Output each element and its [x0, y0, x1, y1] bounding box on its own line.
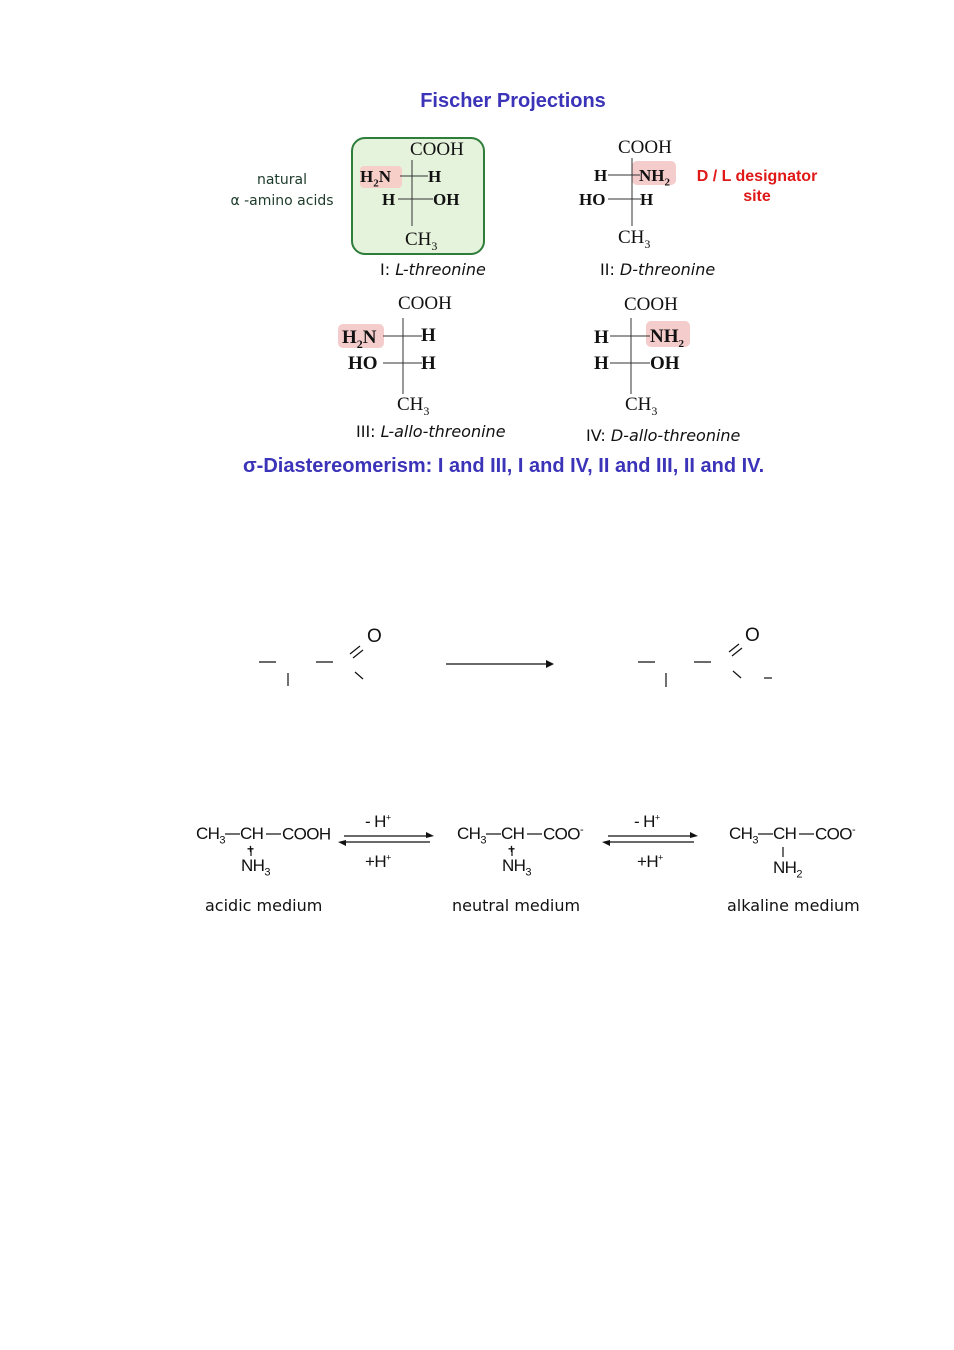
- proj3-row1-right: H: [421, 325, 436, 346]
- proj1-caption: I: L-threonine: [380, 260, 486, 279]
- proj4-top: COOH: [624, 294, 678, 315]
- proj1-row2-left: H: [382, 190, 396, 209]
- proj4-row1-right: $NH_2$: [650, 326, 684, 350]
- proj3-row2-left: HO: [348, 353, 378, 374]
- proj2-top: COOH: [618, 137, 672, 158]
- proj4-row1-left: H: [594, 327, 609, 348]
- species1-amine: $NH_3$: [241, 856, 270, 879]
- product-carbonyl-oxygen: O: [745, 625, 760, 646]
- species2-medium: neutral medium: [452, 896, 581, 915]
- reaction-fragment: [259, 644, 772, 687]
- species3-ch: CH: [773, 824, 797, 843]
- proj4-bottom: $CH_3$: [625, 394, 658, 418]
- species3-medium: alkaline medium: [727, 896, 860, 915]
- proj1-row2-right: OH: [433, 190, 460, 209]
- species2-carboxylate: COO-: [543, 824, 584, 844]
- species2-ch: CH: [501, 824, 525, 843]
- species1-carboxyl: COOH: [282, 824, 331, 844]
- arrow1-deprotonation-label: - H+: [365, 812, 391, 831]
- proj4-row2-right: OH: [650, 353, 680, 374]
- page-title: Fischer Projections: [420, 90, 606, 112]
- species1-charge: +: [247, 842, 254, 856]
- arrow1-protonation-label: +H+: [365, 852, 391, 871]
- arrow2-deprotonation-label: - H+: [634, 812, 660, 831]
- species3-amine: $NH_2$: [773, 858, 802, 881]
- proj1-row1-right: H: [428, 167, 442, 186]
- proj3-row2-right: H: [421, 353, 436, 374]
- proj1-top: COOH: [410, 139, 464, 160]
- proj2-row1-left: H: [594, 166, 608, 185]
- proj2-bottom: $CH_3$: [618, 227, 651, 251]
- species2-ch3: $CH_3$: [457, 824, 486, 847]
- proj2-row2-right: H: [640, 190, 654, 209]
- proj3-top: COOH: [398, 293, 452, 314]
- species3-carboxylate: COO-: [815, 824, 856, 844]
- reaction-arrowhead: [546, 660, 554, 668]
- proj3-caption: III: L-allo-threonine: [356, 422, 506, 441]
- proj2-row2-left: HO: [579, 190, 606, 209]
- species1-ch: CH: [240, 824, 264, 843]
- designator-site-label: D / L designator site: [696, 168, 818, 205]
- species1-medium: acidic medium: [205, 896, 323, 915]
- species2-charge: +: [508, 842, 515, 856]
- proj2-caption: II: D-threonine: [600, 260, 716, 279]
- species2-amine: $NH_3$: [502, 856, 531, 879]
- proj4-caption: IV: D-allo-threonine: [586, 426, 741, 445]
- diastereomerism-statement: σ-Diastereomerism: I and III, I and IV, II and III, II and IV.: [243, 455, 765, 477]
- fischer-bonds: [383, 158, 650, 394]
- arrow2-protonation-label: +H+: [637, 852, 663, 871]
- species1-ch3: $CH_3$: [196, 824, 225, 847]
- proj3-bottom: $CH_3$: [397, 394, 430, 418]
- proj2-row1-right: $NH_2$: [639, 166, 670, 189]
- natural-amino-acids-note: natural α -amino acids: [230, 172, 334, 209]
- species3-ch3: $CH_3$: [729, 824, 758, 847]
- proj1-bottom: $CH_3$: [405, 229, 438, 253]
- reactant-carbonyl-oxygen: O: [367, 626, 382, 647]
- proj4-row2-left: H: [594, 353, 609, 374]
- proj3-row1-left: $H_2N$: [342, 327, 377, 351]
- proj1-row1-left: $H_2N$: [360, 167, 392, 190]
